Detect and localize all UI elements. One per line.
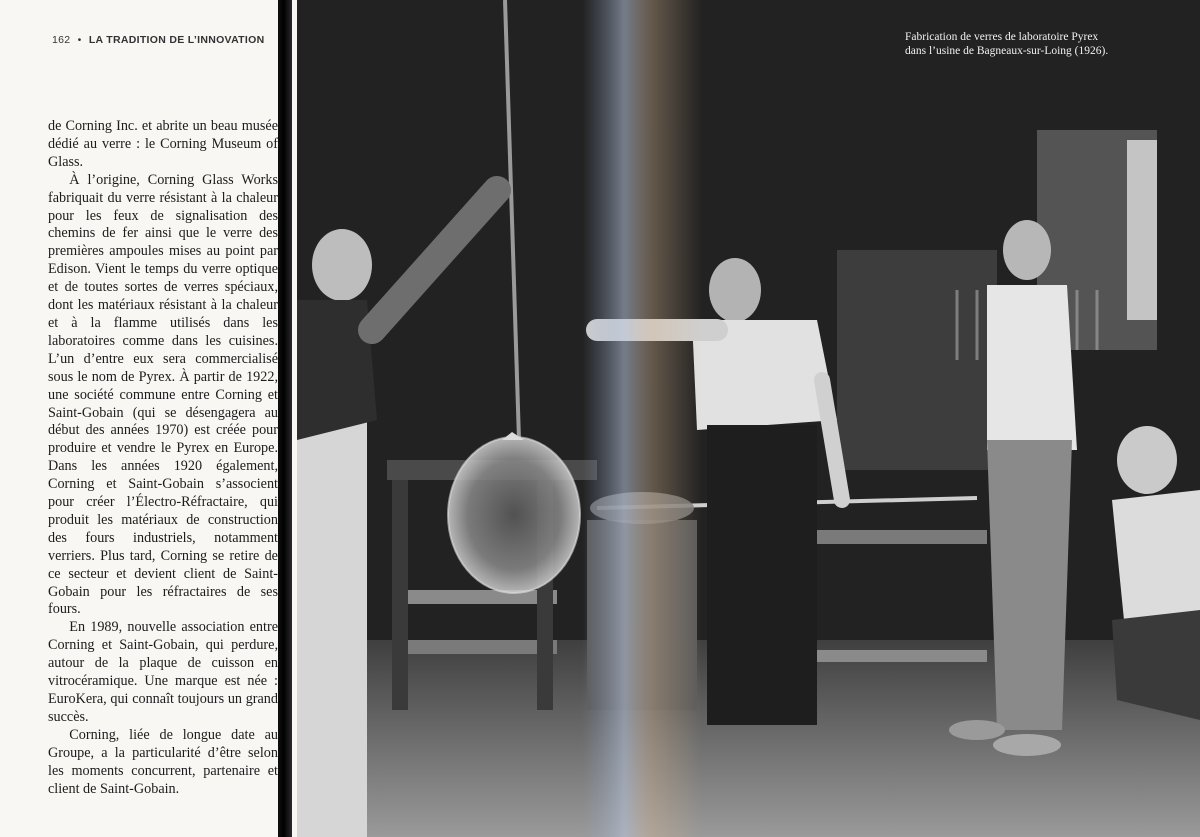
body-text (48, 118, 278, 798)
caption-line: dans l’usine de Bagneaux-sur-Loing (1926). (905, 44, 1109, 57)
running-title: LA TRADITION DE L’INNOVATION (88, 34, 265, 46)
paragraph: de Corning Inc. et abrite un beau musée dédié au verre : le Corning Museum of Glass. (48, 118, 278, 170)
page-number: 162 (52, 34, 71, 46)
caption-line: Fabrication de verres de laboratoire Pyrex (905, 31, 1099, 43)
header-separator: • (77, 34, 82, 46)
paragraph: À l’origine, Corning Glass Works fabriquait du verre résistant à la chaleur pour les feux de signalisation des chemins de fer ainsi que le verre des premières ampoules mises au point par Edison. Vient le temps du verre optique et de toutes sortes de verres spéciaux, dont les matériaux résistant à la chaleur et à la flamme utilisés dans les laboratoires comme dans les cuisines. L’un d’entre eux sera commercialisé sous le nom de Pyrex. À partir de 1922, une société commune entre Corning et Saint-Gobain (qui se désengagera au début des années 1970) est créée pour produire et vendre le Pyrex en Europe. Dans les années 1920 également, Corning et Saint-Gobain s’associent pour créer l’Électro-Réfractaire, qui produit les matériaux de construction des fours industriels, notamment verriers. Plus tard, Corning se retire de ce secteur et devient client de Saint-Gobain pour les réfractaires de ses fours. (48, 171, 278, 618)
running-header (52, 34, 264, 46)
photo-illustration (297, 0, 1200, 837)
paragraph: En 1989, nouvelle association entre Corning et Saint-Gobain, qui perdure, autour de la plaque de cuisson en vitrocéramique. Une marque est née : EuroKera, qui connaît toujours un grand succès. (48, 619, 278, 725)
text-page (0, 0, 300, 837)
photo-caption (905, 31, 1145, 58)
book-gutter (278, 0, 292, 837)
historical-photo (297, 0, 1200, 837)
paragraph: Corning, liée de longue date au Groupe, a la particularité d’être selon les moments concurrent, partenaire et client de Saint-Gobain. (48, 726, 278, 797)
